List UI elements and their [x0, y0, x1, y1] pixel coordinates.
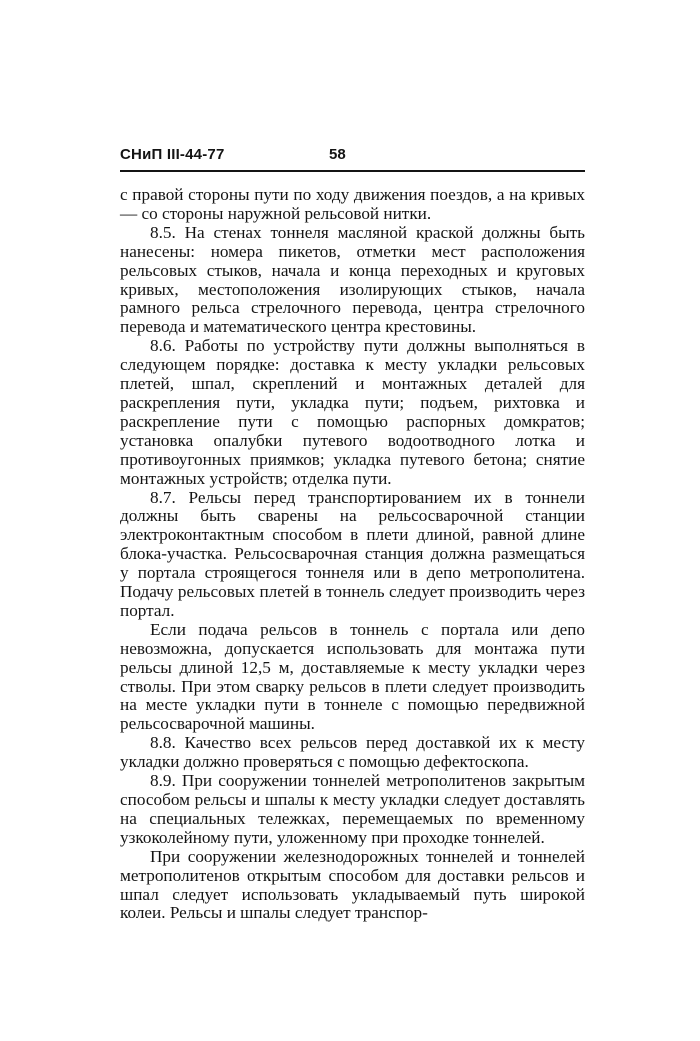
- body-text: [120, 186, 585, 923]
- page-number: 58: [329, 146, 346, 163]
- paragraph-8-9-continued: [120, 848, 585, 924]
- paragraph-text: На стенах тоннеля масляной краской должны быть нанесены: номера пикетов, отметки мест расположения рельсовых стыков, начала и конца переходных и круговых кривых, местоположения изолирующих стыков, начала рамного рельса стрелочного перевода, центра стрелочного перевода и математического центра крестовины.: [120, 222, 585, 337]
- paragraph-text: При сооружении железнодорожных тоннелей и тоннелей метрополитенов открытым способом для доставки рельсов и шпал следует использовать укладываемый путь широкой колеи. Рельсы и шпалы следует транспор-: [120, 846, 585, 923]
- paragraph-text: с правой стороны пути по ходу движения поездов, а на кривых — со стороны наружной рельсовой нитки.: [120, 185, 585, 223]
- paragraph-8-7: [120, 489, 585, 621]
- paragraph-8-6: [120, 337, 585, 488]
- paragraph-number: 8.6.: [150, 336, 176, 356]
- paragraph-8-9: [120, 772, 585, 848]
- paragraph-number: 8.7.: [150, 487, 176, 507]
- paragraph-8-5: [120, 224, 585, 337]
- paragraph-number: 8.5.: [150, 222, 176, 242]
- paragraph-8-8: [120, 734, 585, 772]
- paragraph-continuation: [120, 186, 585, 224]
- paragraph-number: 8.8.: [150, 733, 176, 753]
- paragraph-number: 8.9.: [150, 771, 176, 791]
- paragraph-text: Работы по устройству пути должны выполняться в следующем порядке: доставка к месту укладки рельсовых плетей, шпал, скреплений и монтажных деталей для раскрепления пути, укладка пути; подъем, рихтовка и раскрепление пути с помощью распорных домкратов; установка опалубки путевого водоотводного лотка и противоугонных приямков; укладка путевого бетона; снятие монтажных устройств; отделка пути.: [120, 336, 585, 488]
- paragraph-text: Качество всех рельсов перед доставкой их к месту укладки должно проверяться с помощью дефектоскопа.: [120, 733, 585, 772]
- header-rule: [120, 170, 585, 172]
- running-header: [120, 146, 585, 168]
- paragraph-text: Рельсы перед транспортированием их в тоннели должны быть сварены на рельсосварочной станции электроконтактным способом в плети длиной, равной длине блока-участка. Рельсосварочная станция должна размещаться у портала строящегося тоннеля или в депо метрополитена. Подачу рельсовых плетей в тоннель следует производить через портал.: [120, 487, 585, 620]
- document-code: СНиП III-44-77: [120, 146, 225, 163]
- paragraph-text: Если подача рельсов в тоннель с портала или депо невозможна, допускается использовать для монтажа пути рельсы длиной 12,5 м, доставляемые к месту укладки через стволы. При этом сварку рельсов в плети следует производить на месте укладки пути в тоннеле с помощью передвижной рельсосварочной машины.: [120, 619, 585, 734]
- paragraph-8-7-continued: [120, 621, 585, 734]
- paragraph-text: При сооружении тоннелей метрополитенов закрытым способом рельсы и шпалы к месту укладки следует доставлять на специальных тележках, перемещаемых по временному узкоколейному пути, уложенному при проходке тоннелей.: [120, 771, 585, 847]
